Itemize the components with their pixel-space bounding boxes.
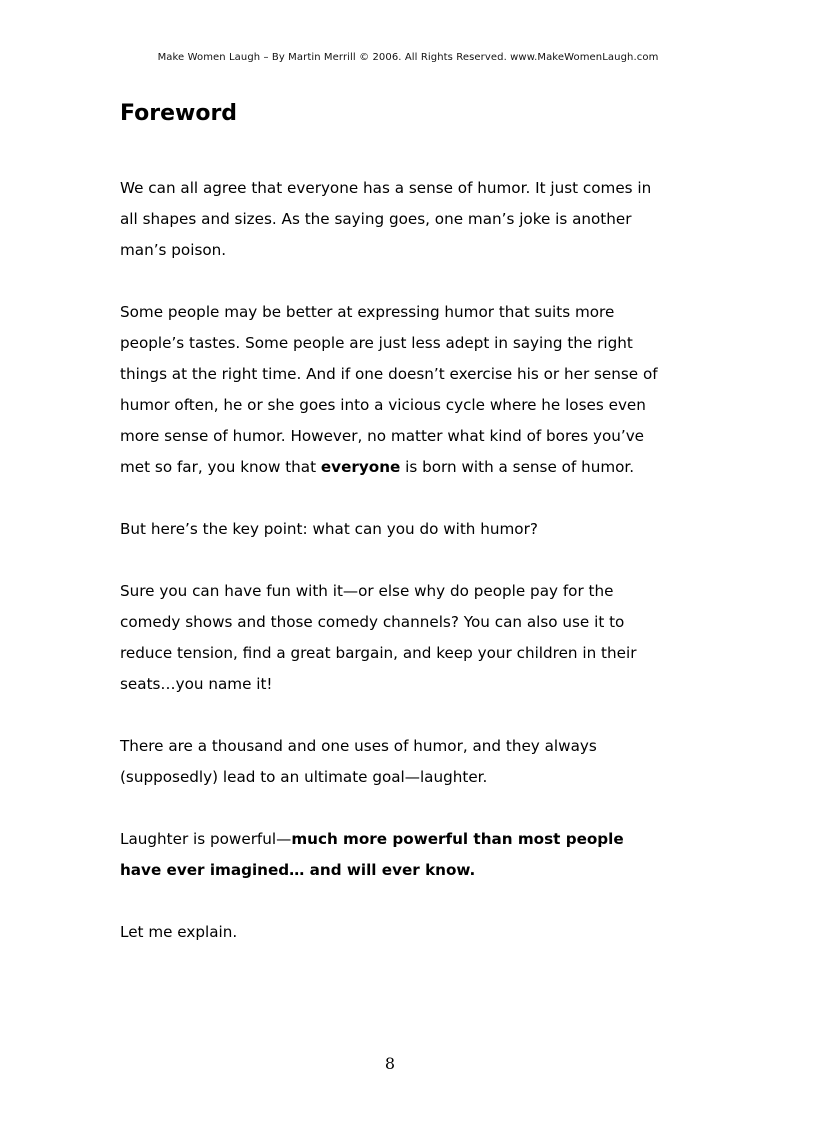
paragraph-7	[120, 917, 720, 948]
text-line: comedy shows and those comedy channels? You can also use it to	[120, 613, 625, 631]
text-line: (supposedly) lead to an ultimate goal—laughter.	[120, 768, 488, 786]
paragraph-2	[120, 297, 720, 483]
emphasis-text: have ever imagined… and will ever know.	[120, 861, 476, 879]
running-header: Make Women Laugh – By Martin Merrill © 2006. All Rights Reserved. www.MakeWomenLaugh.com	[157, 52, 659, 63]
text-line: reduce tension, find a great bargain, and keep your children in their	[120, 644, 637, 662]
text-line: Let me explain.	[120, 923, 238, 941]
text-line: Sure you can have fun with it—or else why do people pay for the	[120, 582, 614, 600]
page-title: Foreword	[120, 101, 238, 126]
text-line: We can all agree that everyone has a sense of humor. It just comes in	[120, 179, 652, 197]
text-line: man’s poison.	[120, 241, 227, 259]
text-run: met so far, you know that	[120, 458, 321, 476]
emphasis-everyone: everyone	[320, 458, 401, 476]
text-run: Laughter is powerful—	[120, 830, 292, 848]
text-line	[120, 855, 720, 886]
emphasis-text: much more powerful than most people	[291, 830, 624, 848]
text-line	[120, 824, 720, 855]
text-line	[120, 452, 720, 483]
paragraph-1	[120, 173, 720, 266]
text-line: But here’s the key point: what can you do with humor?	[120, 520, 538, 538]
paragraph-3	[120, 514, 720, 545]
body-text	[120, 173, 720, 979]
paragraph-4	[120, 576, 720, 700]
text-line: Some people may be better at expressing humor that suits more	[120, 303, 615, 321]
text-line: humor often, he or she goes into a vicious cycle where he loses even	[120, 396, 646, 414]
text-line: things at the right time. And if one doesn’t exercise his or her sense of	[120, 365, 658, 383]
paragraph-5	[120, 731, 720, 793]
text-line: seats…you name it!	[120, 675, 273, 693]
page-number: 8	[384, 1054, 396, 1073]
text-line: all shapes and sizes. As the saying goes, one man’s joke is another	[120, 210, 632, 228]
text-line: There are a thousand and one uses of humor, and they always	[120, 737, 597, 755]
paragraph-6	[120, 824, 720, 886]
text-run: is born with a sense of humor.	[400, 458, 635, 476]
text-line: more sense of humor. However, no matter what kind of bores you’ve	[120, 427, 645, 445]
text-line: people’s tastes. Some people are just less adept in saying the right	[120, 334, 633, 352]
